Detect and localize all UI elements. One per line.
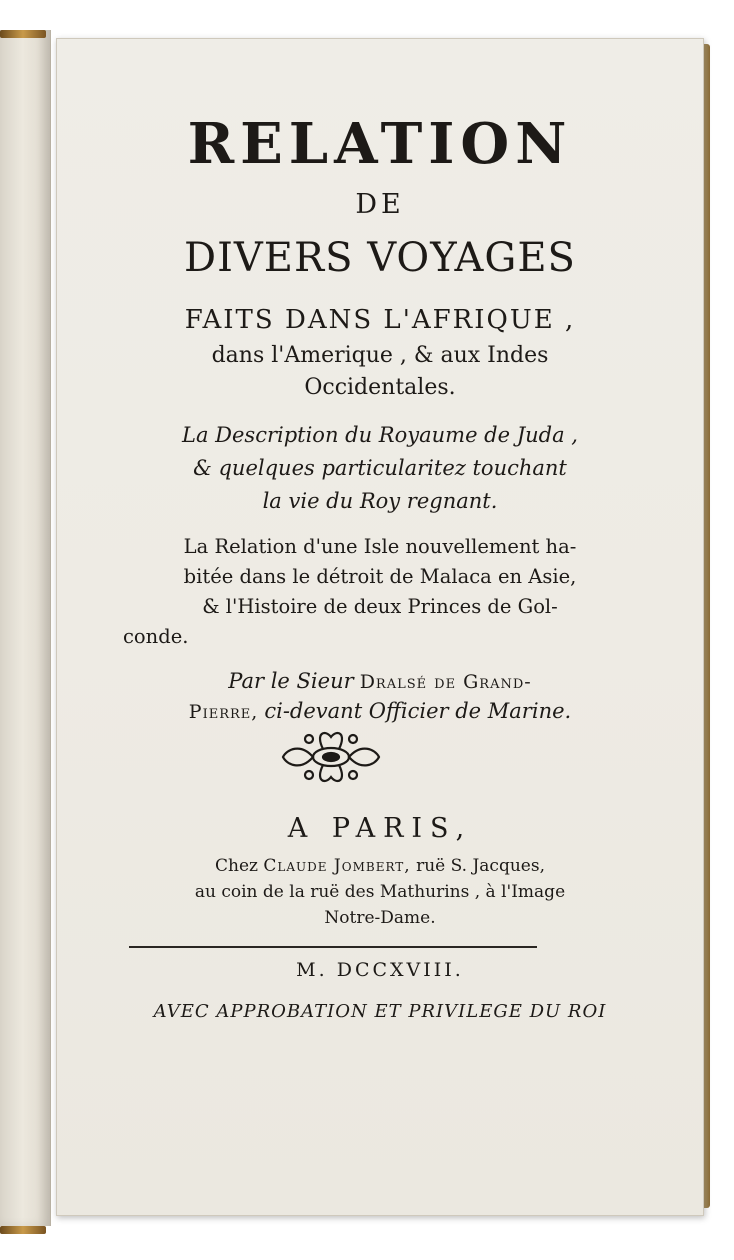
relation-line-4: conde.: [123, 625, 189, 648]
imprint-line-1: [57, 856, 703, 876]
horizontal-rule: [129, 946, 537, 948]
book: [0, 22, 716, 1228]
imprint-line-3: Notre-Dame.: [324, 908, 436, 928]
imprint-publisher: Claude Jombert,: [263, 856, 411, 876]
subtitle-occidentales: Occidentales.: [304, 375, 456, 400]
description-line-2: & quelques particularitez touchant: [193, 456, 567, 480]
title-relation: RELATION: [187, 111, 573, 177]
title-de: DE: [355, 189, 405, 220]
author-suffix: ci-devant Officier de Marine.: [264, 699, 572, 723]
book-spine: [0, 30, 51, 1226]
author-line-1: [57, 669, 703, 693]
publication-date: M. DCCXVIII.: [296, 959, 464, 981]
subtitle-faits: FAITS DANS L'AFRIQUE ,: [184, 305, 576, 335]
imprint-line-2: au coin de la ruë des Mathurins , à l'Image: [194, 882, 566, 902]
title-divers-voyages: DIVERS VOYAGES: [184, 235, 576, 281]
relation-line-3: & l'Histoire de deux Princes de Gol-: [202, 595, 558, 618]
imprint-street: ruë S. Jacques,: [416, 856, 545, 876]
imprint-city: A PARIS,: [287, 813, 473, 844]
spine-gilt-top: [0, 30, 46, 38]
description-line-1: La Description du Royaume de Juda ,: [182, 423, 578, 447]
author-line-2: [57, 699, 703, 723]
floral-fleuron-icon: [279, 727, 383, 787]
spine-gilt-bottom: [0, 1226, 46, 1234]
relation-line-2: bitée dans le détroit de Malaca en Asie,: [183, 565, 577, 588]
author-name-part-1: Dralsé de Grand-: [359, 671, 532, 693]
title-page: [56, 38, 704, 1216]
imprint-chez: Chez: [215, 856, 258, 876]
author-name-part-2: Pierre,: [188, 701, 259, 723]
subtitle-amerique: dans l'Amerique , & aux Indes: [211, 343, 549, 368]
privilege-line: AVEC APPROBATION ET PRIVILEGE DU ROI: [153, 1001, 607, 1022]
description-line-3: la vie du Roy regnant.: [262, 489, 498, 513]
author-prefix: Par le Sieur: [228, 669, 354, 693]
relation-line-1: La Relation d'une Isle nouvellement ha-: [183, 535, 577, 558]
